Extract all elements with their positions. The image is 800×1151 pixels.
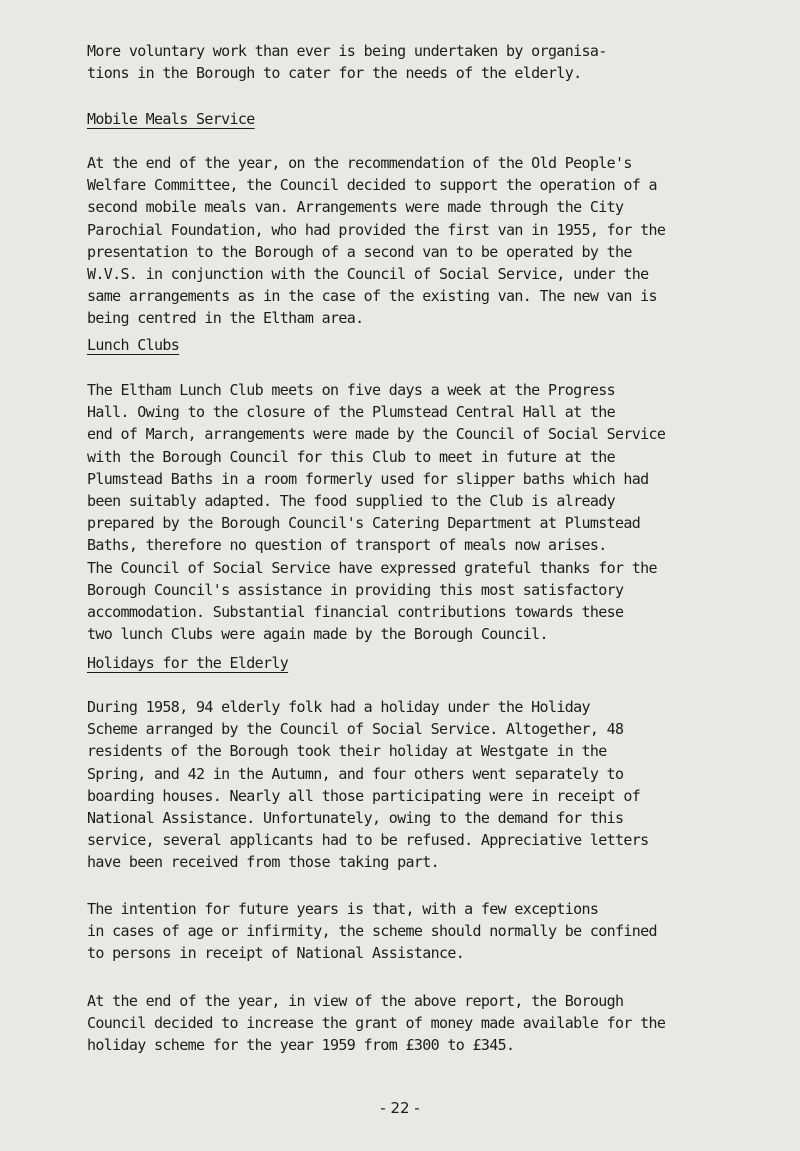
paragraph-holidays-2: The intention for future years is that, with a few exceptions in cases of age or infirmity, the scheme should normally be confined to persons in receipt of National Assistance.	[87, 900, 657, 963]
intro-paragraph: More voluntary work than ever is being undertaken by organisa- tions in the Borough to cater for the needs of the elderly.	[87, 42, 607, 83]
section-heading-holidays: Holidays for the Elderly	[87, 654, 289, 672]
page-number: - 22 -	[380, 1099, 420, 1117]
paragraph-mobile-meals: At the end of the year, on the recommendation of the Old People's Welfare Committee, the Council decided to support the operation of a second mobile meals van. Arrangements were made through the City Parochial Foundation, who had provided the first van in 1955, for the presentation to the Borough of a second van to be operated by the W.V.S. in conjunction with the Council of Social Service, under the same arrangements as in the case of the existing van. The new van is being centred in the Eltham area.	[87, 154, 666, 328]
section-heading-lunch-clubs: Lunch Clubs	[87, 336, 180, 354]
paragraph-holidays-1: During 1958, 94 elderly folk had a holiday under the Holiday Scheme arranged by the Council of Social Service. Altogether, 48 residents of the Borough took their holiday at Westgate in the Spring, and 42 in the Autumn, and four others went separately to boarding houses. Nearly all those participating were in receipt of National Assistance. Unfortunately, owing to the demand for this service, several applicants had to be refused. Appreciative letters have been received from those taking part.	[87, 698, 649, 872]
paragraph-holidays-3: At the end of the year, in view of the above report, the Borough Council decided to increase the grant of money made available for the holiday scheme for the year 1959 from £300 to £345.	[87, 992, 666, 1055]
section-heading-mobile-meals: Mobile Meals Service	[87, 110, 255, 128]
paragraph-lunch-clubs: The Eltham Lunch Club meets on five days a week at the Progress Hall. Owing to the closure of the Plumstead Central Hall at the end of March, arrangements were made by the Council of Social Service with the Borough Council for this Club to meet in future at the Plumstead Baths in a room formerly used for slipper baths which had been suitably adapted. The food supplied to the Club is already prepared by the Borough Council's Catering Department at Plumstead Baths, therefore no question of transport of meals now arises. The Council of Social Service have expressed grateful thanks for the Borough Council's assistance in providing this most satisfactory accommodation. Substantial financial contributions towards these two lunch Clubs were again made by the Borough Council.	[87, 381, 666, 644]
